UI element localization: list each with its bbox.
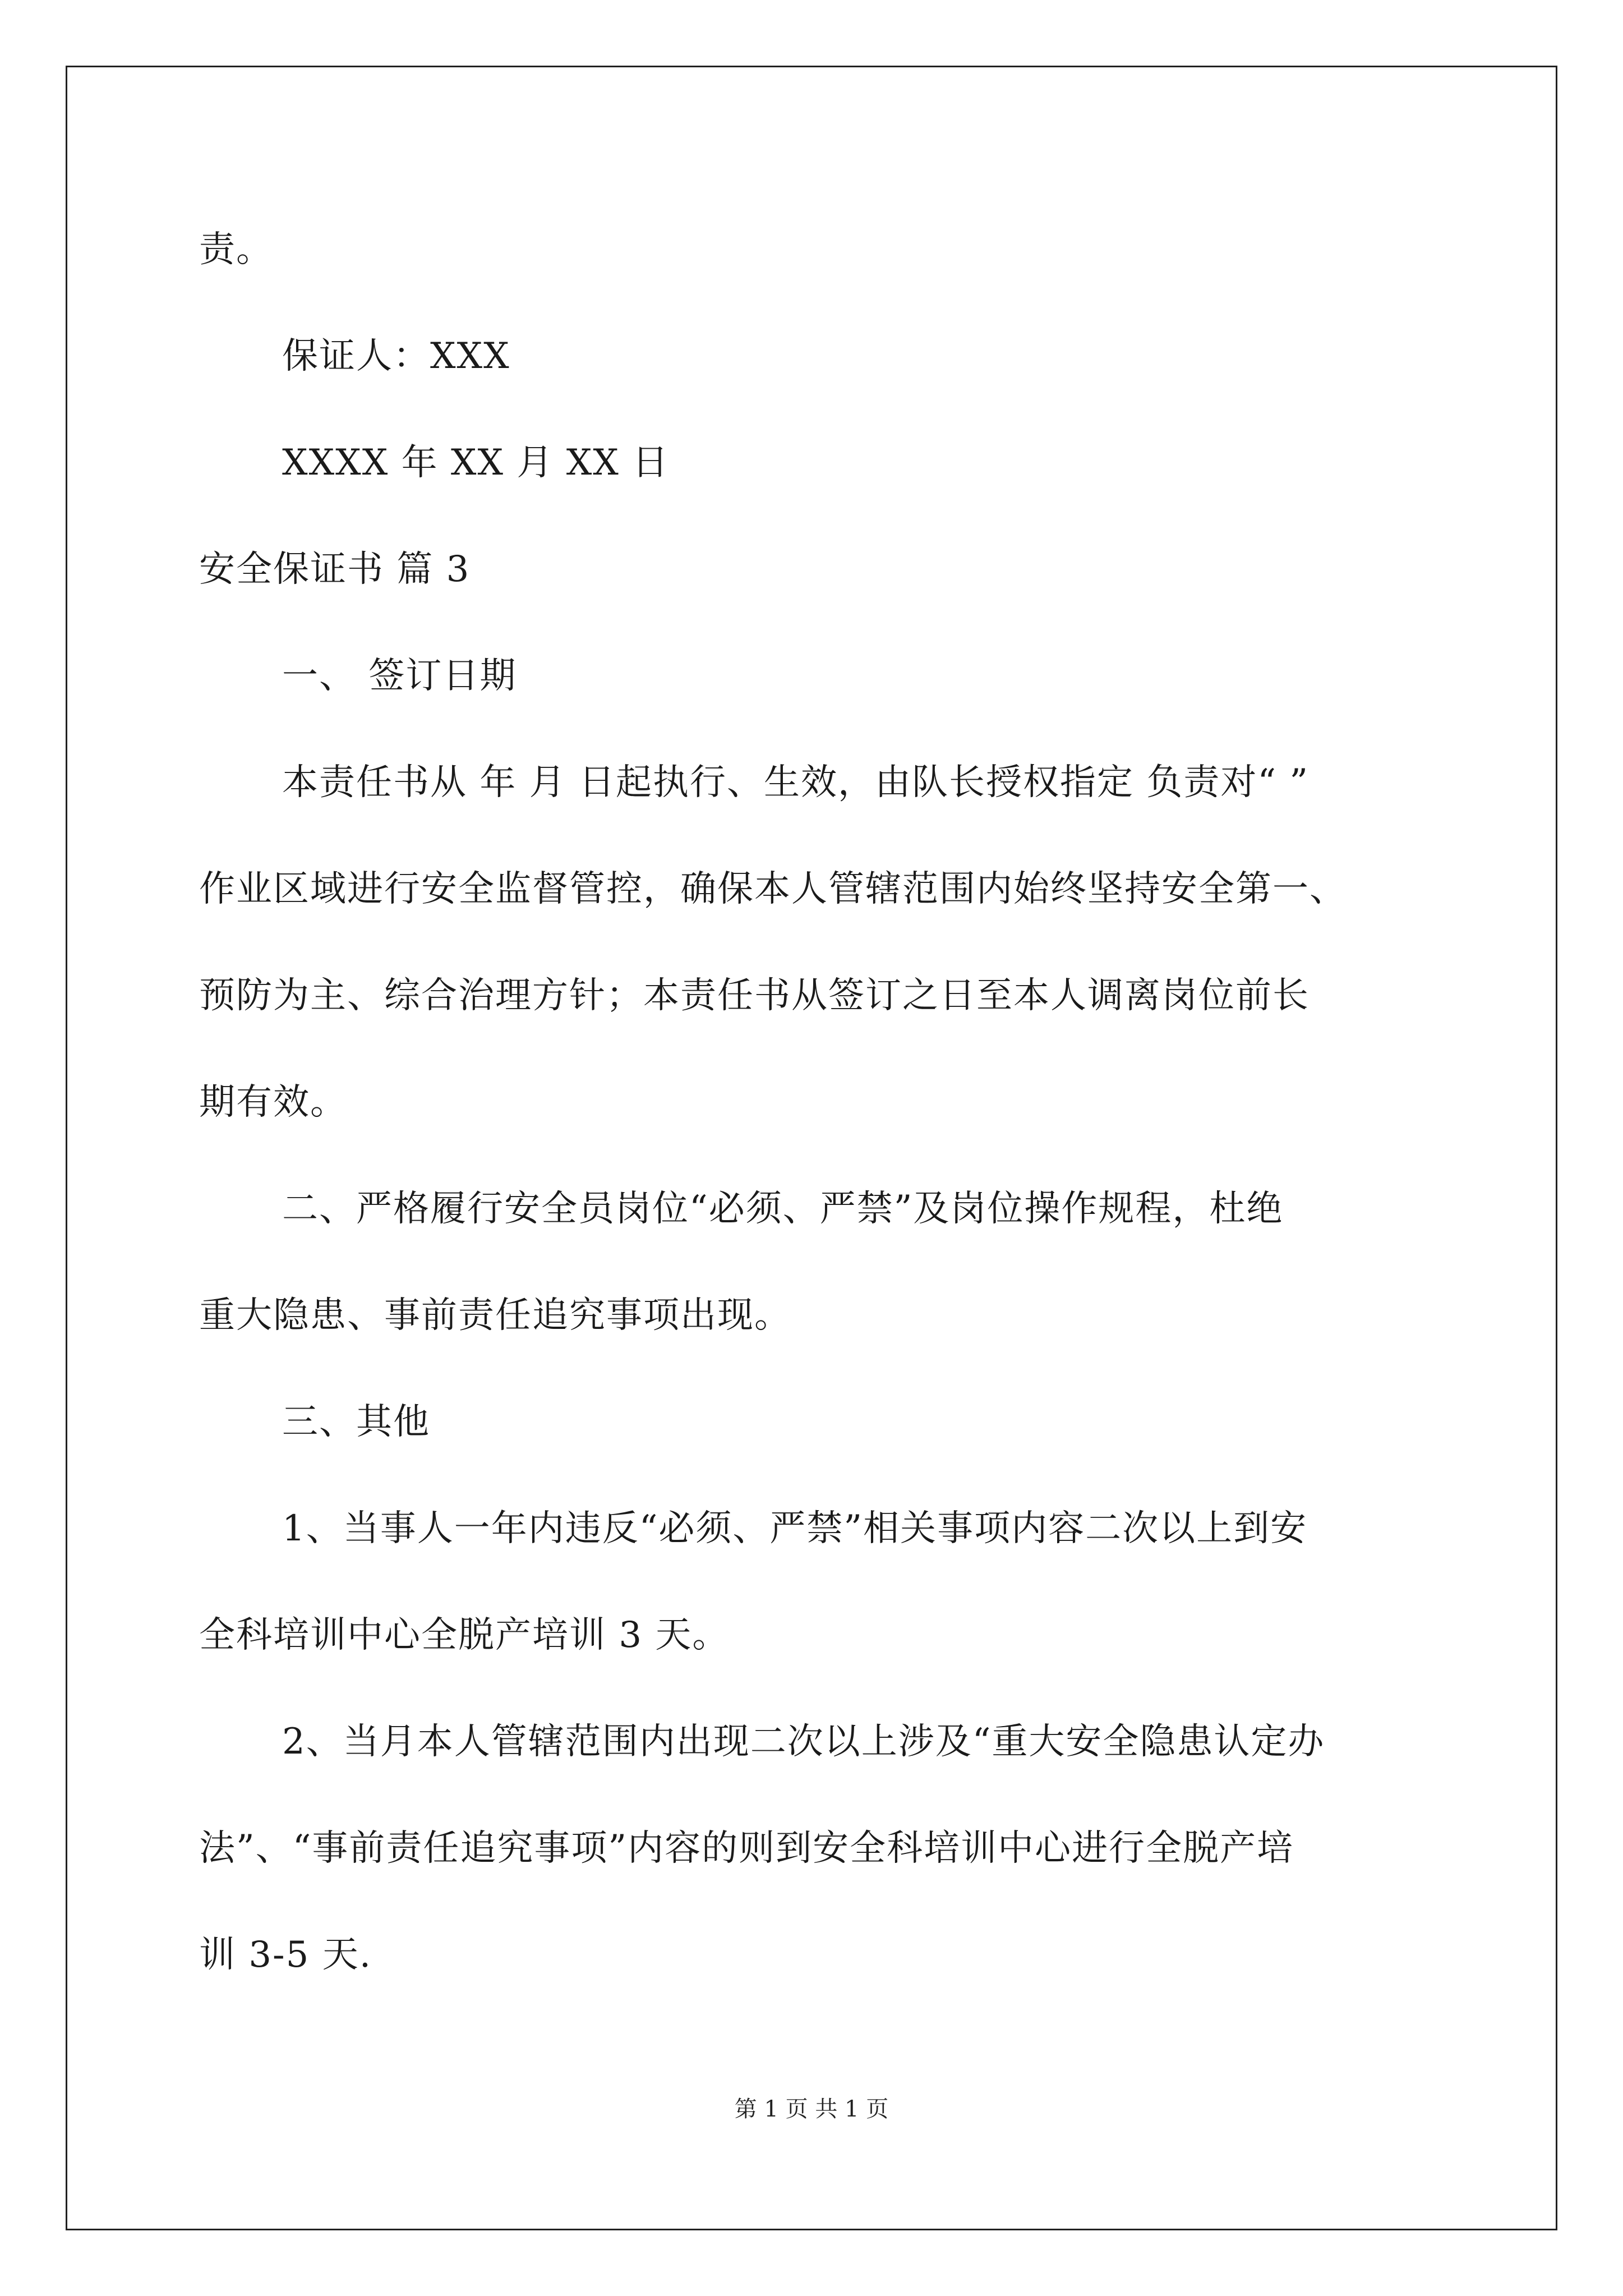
page-border bbox=[66, 66, 1557, 2230]
text-line: 作业区域进行安全监督管控，确保本人管辖范围内始终坚持安全第一、 bbox=[199, 868, 1347, 910]
text-line: 重大隐患、事前责任追究事项出现。 bbox=[199, 1295, 791, 1336]
section-title: 安全保证书 篇 3 bbox=[199, 549, 471, 590]
text-line: 全科培训中心全脱产培训 3 天。 bbox=[199, 1614, 730, 1656]
text-line: 二、严格履行安全员岗位“必须、严禁”及岗位操作规程，杜绝 bbox=[282, 1188, 1284, 1230]
heading-signing-date: 一、 签订日期 bbox=[282, 655, 517, 697]
text-line: 训 3-5 天. bbox=[199, 1934, 372, 1976]
text-line: 预防为主、综合治理方针；本责任书从签订之日至本人调离岗位前长 bbox=[199, 975, 1310, 1016]
page-number-footer: 第 1 页 共 1 页 bbox=[734, 2096, 889, 2122]
text-line: 期有效。 bbox=[199, 1082, 347, 1123]
text-line: 责。 bbox=[199, 229, 273, 270]
text-line: 本责任书从 年 月 日起执行、生效，由队长授权指定 负责对“ ” bbox=[282, 762, 1310, 803]
text-line: 法”、“事前责任追究事项”内容的则到安全科培训中心进行全脱产培 bbox=[199, 1828, 1294, 1869]
heading-other: 三、其他 bbox=[282, 1401, 430, 1443]
guarantor-line: 保证人：XXX bbox=[282, 335, 510, 377]
text-line: 2、当月本人管辖范围内出现二次以上涉及“重大安全隐患认定办 bbox=[282, 1721, 1325, 1763]
date-line: XXXX 年 XX 月 XX 日 bbox=[282, 442, 670, 484]
text-line: 1、当事人一年内违反“必须、严禁”相关事项内容二次以上到安 bbox=[282, 1508, 1308, 1549]
